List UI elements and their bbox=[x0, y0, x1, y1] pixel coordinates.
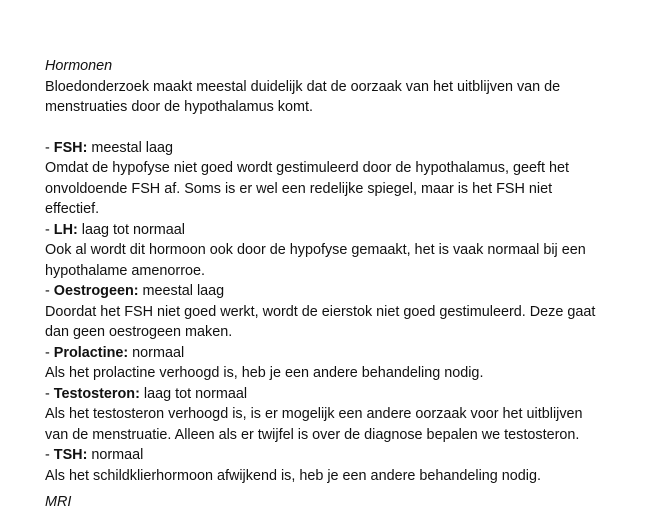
hormone-item-prolactine bbox=[45, 343, 645, 364]
bullet-dash: - bbox=[45, 344, 54, 361]
next-section-heading-partial: MRI bbox=[45, 494, 72, 510]
bullet-dash: - bbox=[45, 385, 54, 402]
hormone-value: laag tot normaal bbox=[77, 221, 185, 238]
hormone-value: meestal laag bbox=[138, 283, 225, 299]
hormone-text: effectief. bbox=[45, 201, 100, 217]
hormone-text: hypothalame amenorroe. bbox=[45, 262, 205, 279]
hormone-item-fsh bbox=[45, 138, 645, 159]
hormone-text: van de menstruatie. Alleen als er twijfel is over de diagnose bepalen we testosteron. bbox=[45, 426, 580, 443]
hormone-value: laag tot normaal bbox=[139, 385, 248, 402]
bullet-dash: - bbox=[45, 139, 54, 156]
paragraph-gap bbox=[45, 118, 645, 138]
hormone-name: TSH: bbox=[53, 447, 88, 463]
hormone-item-tsh bbox=[45, 445, 645, 466]
hormone-text: Doordat het FSH niet goed werkt, wordt de eierstok niet goed gestimuleerd. Deze gaat bbox=[45, 303, 596, 320]
bullet-dash: - bbox=[45, 447, 54, 463]
intro-line: Bloedonderzoek maakt meestal duidelijk dat de oorzaak van het uitblijven van de bbox=[45, 78, 561, 95]
hormone-text: dan geen oestrogeen maken. bbox=[45, 324, 233, 340]
hormone-text: Ook al wordt dit hormoon ook door de hypofyse gemaakt, het is vaak normaal bij een bbox=[45, 242, 586, 258]
section-heading: Hormonen bbox=[45, 58, 113, 74]
bullet-dash: - bbox=[45, 283, 54, 299]
hormone-value: normaal bbox=[87, 447, 144, 463]
hormone-value: normaal bbox=[128, 344, 185, 361]
intro-line: menstruaties door de hypothalamus komt. bbox=[45, 99, 313, 115]
hormone-item-oestrogeen bbox=[45, 281, 645, 302]
hormone-text: Omdat de hypofyse niet goed wordt gestimuleerd door de hypothalamus, geeft het bbox=[45, 160, 569, 176]
hormone-item-lh bbox=[45, 220, 645, 241]
hormone-name: LH: bbox=[53, 221, 78, 238]
hormone-text: Als het schildklierhormoon afwijkend is, heb je een andere behandeling nodig. bbox=[45, 467, 541, 484]
hormone-name: Testosteron: bbox=[53, 385, 140, 402]
document-body bbox=[45, 56, 645, 486]
hormone-text: onvoldoende FSH af. Soms is er wel een redelijke spiegel, maar is het FSH niet bbox=[45, 180, 553, 197]
hormone-name: Prolactine: bbox=[53, 344, 129, 361]
hormone-text: Als het prolactine verhoogd is, heb je een andere behandeling nodig. bbox=[45, 365, 484, 381]
hormone-item-testosteron bbox=[45, 384, 645, 405]
hormone-name: Oestrogeen: bbox=[53, 283, 139, 299]
hormone-text: Als het testosteron verhoogd is, is er mogelijk een andere oorzaak voor het uitblijven bbox=[45, 406, 583, 422]
hormone-name: FSH: bbox=[53, 139, 88, 156]
bullet-dash: - bbox=[45, 221, 54, 238]
hormone-value: meestal laag bbox=[87, 139, 173, 156]
